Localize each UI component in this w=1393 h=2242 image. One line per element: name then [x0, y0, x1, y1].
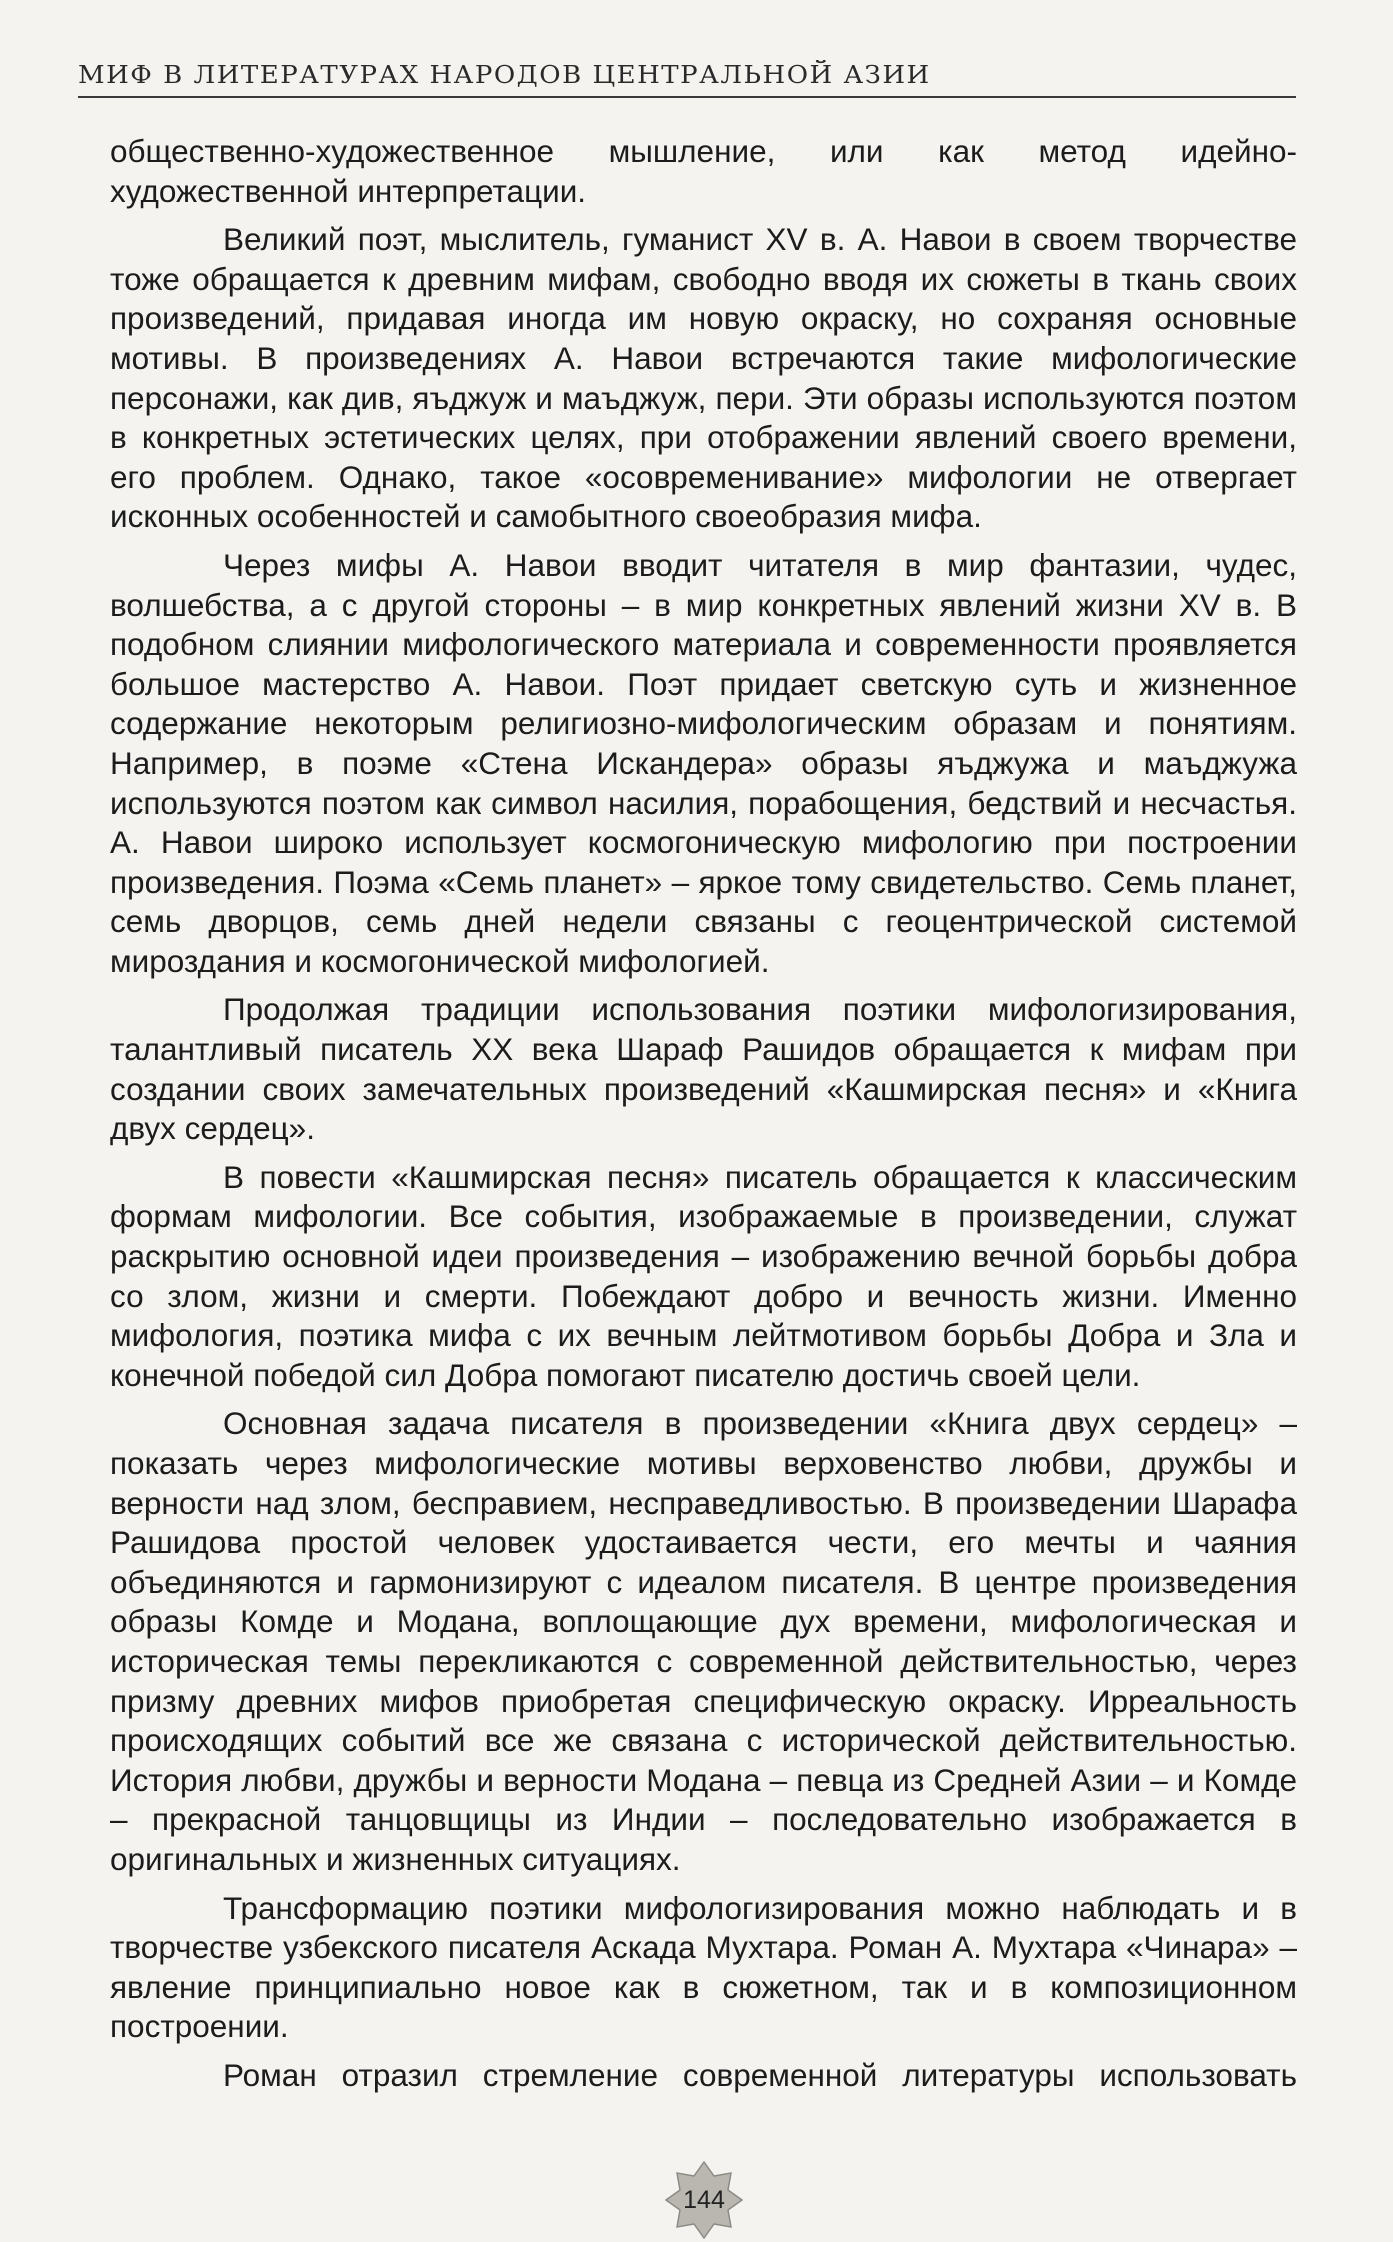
paragraph: В повести «Кашмирская песня» писатель обращается к классическим формам мифологии. Все события, изображаемые в произведении, служат раскрытию основной идеи произведения – изображению вечной борьбы добра со злом, жизни и смерти. Побеждают добро и вечность жизни. Именно мифология, поэтика мифа с их вечным лейтмотивом борьбы Добра и Зла и конечной победой сил Добра помогают писателю достичь своей цели.: [110, 1158, 1297, 1393]
page-number: 144: [683, 2185, 725, 2214]
running-header: МИФ В ЛИТЕРАТУРАХ НАРОДОВ ЦЕНТРАЛЬНОЙ АЗИИ: [78, 62, 931, 90]
paragraph: общественно-художественное мышление, или как метод идейно-художественной интерпретации.: [110, 133, 1297, 209]
paragraph: Через мифы А. Навои вводит читателя в мир фантазии, чудес, волшебства, а с другой стороны – в мир конкретных явлений жизни XV в. В подобном слиянии мифологического материала и современности проявляется большое мастерство А. Навои. Поэт придает светскую суть и жизненное содержание некоторым религиозно-мифологическим образам и понятиям. Например, в поэме «Стена Искандера» образы яъджужа и маъджужа используются поэтом как символ насилия, порабощения, бедствий и несчастья. А. Навои широко использует космогоническую мифологию при построении произведения. Поэма «Семь планет» – яркое тому свидетельство. Семь планет, семь дворцов, семь дней недели связаны с геоцентрической системой мироздания и космогонической мифологией.: [110, 546, 1297, 979]
paragraph: Продолжая традиции использования поэтики мифологизирования, талантливый писатель XX века Шараф Рашидов обращается к мифам при создании своих замечательных произведений «Кашмирская песня» и «Книга двух сердец».: [110, 991, 1297, 1147]
paragraph: Роман отразил стремление современной литературы использовать: [223, 2056, 1297, 2093]
paragraph: Великий поэт, мыслитель, гуманист XV в. А. Навои в своем творчестве тоже обращается к древним мифам, свободно вводя их сюжеты в ткань своих произведений, придавая иногда им новую окраску, но сохраняя основные мотивы. В произведениях А. Навои встречаются такие мифологические персонажи, как див, яъджуж и маъджуж, пери. Эти образы используются поэтом в конкретных эстетических целях, при отображении явлений своего времени, его проблем. Однако, такое «осовременивание» мифологии не отвергает исконных особенностей и самобытного своеобразия мифа.: [110, 221, 1297, 535]
body-text: [110, 132, 1297, 2105]
page-number-ornament: [664, 2160, 744, 2240]
header-rule: [78, 96, 1296, 98]
paragraph: Трансформацию поэтики мифологизирования можно наблюдать и в творчестве узбекского писателя Аскада Мухтара. Роман А. Мухтара «Чинара» – явление принципиально новое как в сюжетном, так и в композиционном построении.: [110, 1889, 1297, 2045]
paragraph: Основная задача писателя в произведении «Книга двух сердец» – показать через мифологические мотивы верховенство любви, дружбы и верности над злом, бесправием, несправедливостью. В произведении Шарафа Рашидова простой человек удостаивается чести, его мечты и чаяния объединяются и гармонизируют с идеалом писателя. В центре произведения образы Комде и Модана, воплощающие дух времени, мифологическая и историческая темы перекликаются с современной действительностью, через призму древних мифов приобретая специфическую окраску. Ирреальность происходящих событий все же связана с исторической действительностью. История любви, дружбы и верности Модана – певца из Средней Азии – и Комде – прекрасной танцовщицы из Индии – последовательно изображается в оригинальных и жизненных ситуациях.: [110, 1405, 1297, 1877]
